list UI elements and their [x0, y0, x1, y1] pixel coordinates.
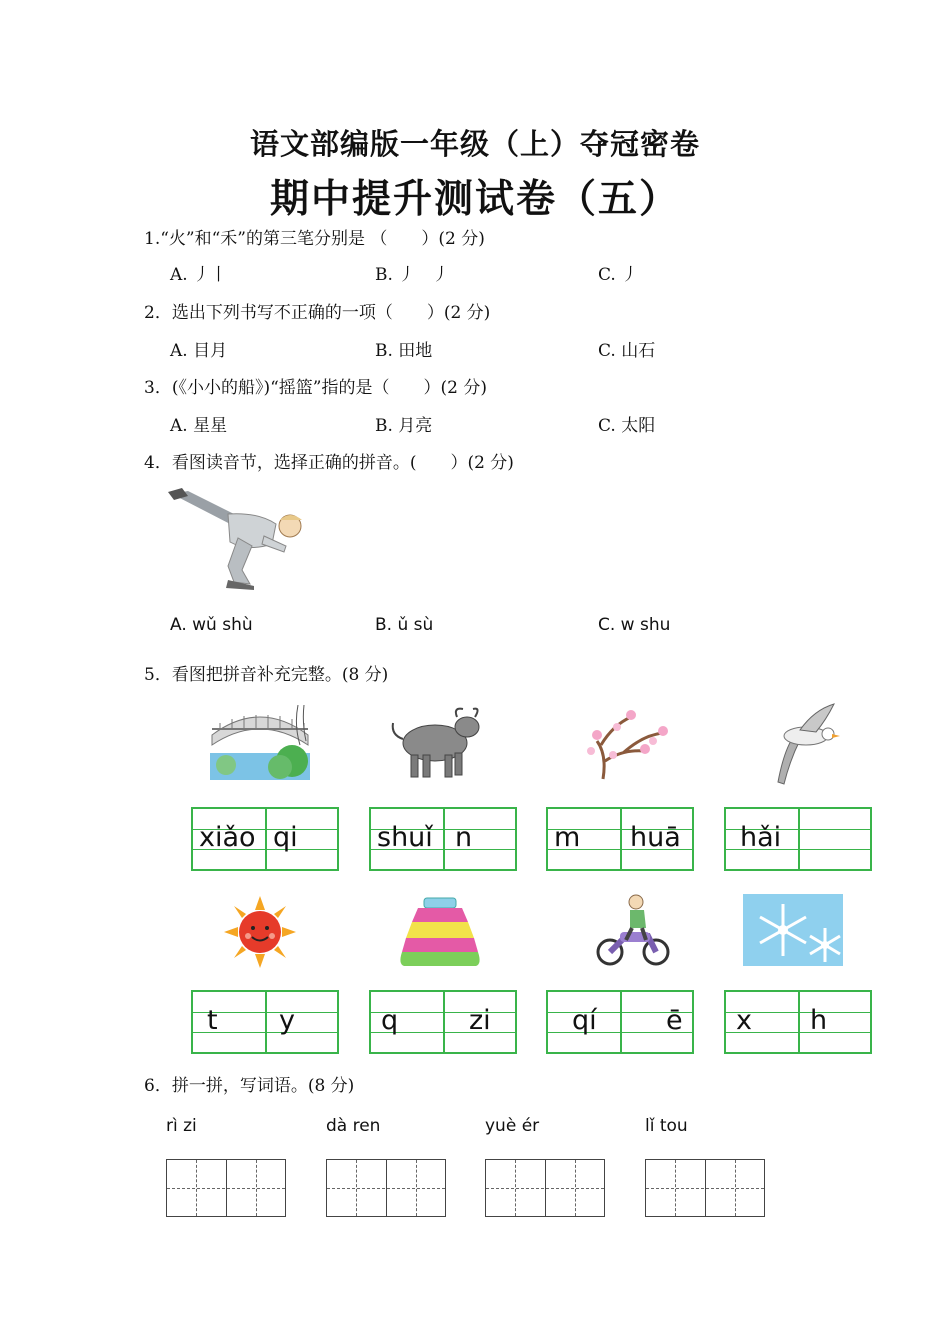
exam-series-title: 语文部编版一年级（上）夺冠密卷 — [249, 127, 700, 161]
q3-option-a[interactable]: A. 星星 — [170, 416, 228, 436]
motorcycle-rider-picture — [596, 892, 670, 968]
pinyin-right: huā — [630, 822, 681, 853]
question-4: 4．看图读音节，选择正确的拼音。( ）(2 分) — [144, 453, 514, 473]
q4-option-b[interactable]: B. ǔ sù — [375, 615, 434, 635]
question-2: 2．选出下列书写不正确的一项（ ）(2 分) — [144, 303, 491, 323]
pinyin-box-plum-blossom[interactable] — [546, 807, 694, 871]
pinyin-left: x — [736, 1005, 752, 1036]
snowflake-picture — [743, 894, 843, 966]
pinyin-box-bridge[interactable] — [191, 807, 339, 871]
q2-option-c[interactable]: C. 山石 — [598, 341, 656, 361]
pinyin-right: h — [810, 1005, 828, 1036]
q2-option-a[interactable]: A. 目月 — [170, 341, 228, 361]
pinyin-right: ē — [666, 1005, 683, 1036]
water-buffalo-picture — [387, 705, 487, 780]
tianzige-grid-1[interactable] — [166, 1159, 286, 1217]
q4-option-c[interactable]: C. w shu — [598, 615, 671, 635]
q6-pinyin-1: rì zi — [166, 1116, 197, 1136]
q6-pinyin-2: dà ren — [326, 1116, 381, 1136]
small-bridge-picture — [210, 705, 310, 780]
question-3: 3．(《小小的船》)“摇篮”指的是（ ）(2 分) — [144, 378, 487, 398]
question-1: 1.“火”和“禾”的第三笔分别是 （ ）(2 分) — [144, 229, 485, 249]
plum-blossom-picture — [583, 705, 673, 780]
skirt-picture — [396, 896, 484, 968]
question-6: 6．拼一拼，写词语。(8 分) — [144, 1076, 355, 1096]
pinyin-left: t — [207, 1005, 218, 1036]
pinyin-right: n — [455, 822, 473, 853]
q1-option-b[interactable]: B. 丿 丿 — [375, 265, 450, 285]
q6-pinyin-3: yuè ér — [485, 1116, 540, 1136]
pinyin-box-sun[interactable] — [191, 990, 339, 1054]
exam-title: 期中提升测试卷（五） — [269, 176, 680, 222]
pinyin-left: xiǎo — [199, 822, 256, 853]
tianzige-grid-2[interactable] — [326, 1159, 446, 1217]
pinyin-left: hǎi — [740, 822, 782, 853]
seagull-picture — [770, 700, 840, 785]
q3-option-c[interactable]: C. 太阳 — [598, 416, 656, 436]
q3-option-b[interactable]: B. 月亮 — [375, 416, 433, 436]
pinyin-box-seagull[interactable] — [724, 807, 872, 871]
pinyin-left: q — [381, 1005, 399, 1036]
q6-pinyin-4: lǐ tou — [645, 1116, 688, 1136]
pinyin-box-skirt[interactable] — [369, 990, 517, 1054]
q1-option-c[interactable]: C. 丿 — [598, 265, 639, 285]
q1-option-a[interactable]: A. 丿丨 — [170, 265, 228, 285]
pinyin-right: qi — [273, 822, 298, 853]
q2-option-b[interactable]: B. 田地 — [375, 341, 433, 361]
pinyin-box-motorcycle[interactable] — [546, 990, 694, 1054]
pinyin-box-snowflake[interactable] — [724, 990, 872, 1054]
pinyin-left: shuǐ — [377, 822, 433, 853]
pinyin-right: y — [279, 1005, 295, 1036]
pinyin-box-buffalo[interactable] — [369, 807, 517, 871]
q4-option-a[interactable]: A. wǔ shù — [170, 615, 253, 635]
pinyin-left: m — [554, 822, 581, 853]
sun-picture — [224, 896, 296, 968]
tianzige-grid-4[interactable] — [645, 1159, 765, 1217]
tianzige-grid-3[interactable] — [485, 1159, 605, 1217]
martial-arts-kick-picture — [168, 486, 308, 591]
question-5: 5．看图把拼音补充完整。(8 分) — [144, 665, 389, 685]
pinyin-right: zi — [469, 1005, 491, 1036]
pinyin-left: qí — [572, 1005, 597, 1036]
